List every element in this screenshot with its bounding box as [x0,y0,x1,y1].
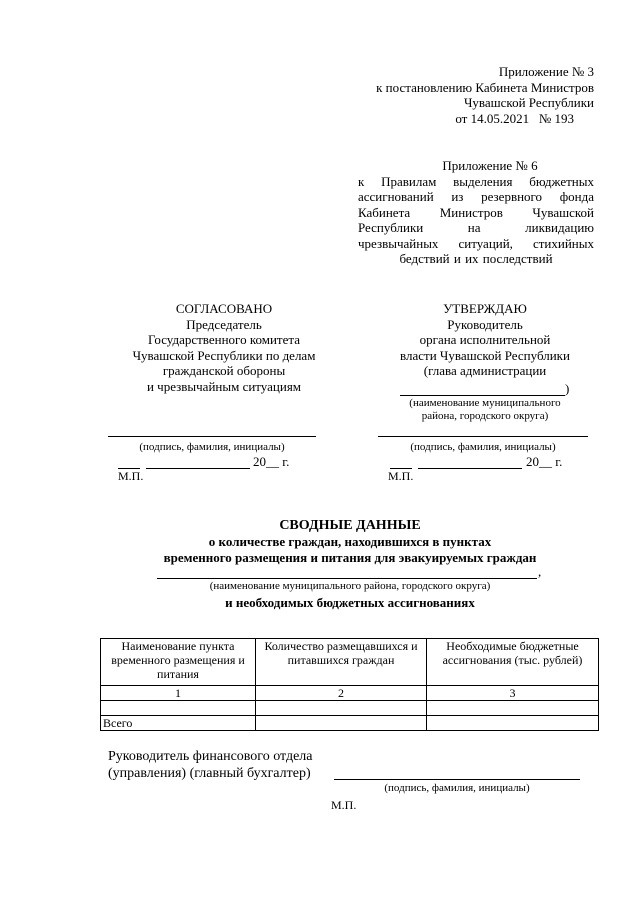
approved-signature-caption: (подпись, фамилия, инициалы) [410,441,556,453]
appendix-3-header [330,64,594,126]
appendix-6-title: Приложение № 6 [442,158,538,173]
approved-caption-line-1: (наименование муниципального [409,397,561,409]
approved-closing-paren: ) [565,381,570,396]
appendix-6-text: к Правилам выделения бюджетных ассигнований из резервного фонда Кабинета Министров Чувашской Республики на ликвидацию чрезвычайных ситуаций, стихийных бедствий и их последствий [358,173,594,266]
table-number-cell: 2 [256,686,427,701]
agreed-heading: СОГЛАСОВАНО [175,301,273,316]
approved-line-3: власти Чувашской Республики [400,347,570,363]
agreed-signature-caption: (подпись, фамилия, инициалы) [139,441,285,453]
approved-month-line [418,468,522,469]
table-number-row [101,686,599,701]
approved-year: 20__ г. [526,454,563,469]
footer-block [108,748,348,782]
footer-line-2: (управления) (главный бухгалтер) [108,766,311,781]
agreed-stamp: М.П. [118,469,144,483]
summary-line-2: временного размещения и питания для эвакуируемых граждан [163,549,537,565]
table-number-cell: 3 [427,686,599,701]
agreed-line-4: гражданской обороны [162,363,286,378]
summary-line-1: о количестве граждан, находившихся в пунктах [208,534,492,549]
table-cell [427,701,599,716]
agreed-line-3: Чувашской Республики по делам [132,347,316,363]
table-total-row [101,716,599,731]
approved-municipality-line [400,395,565,396]
appendix-3-title: Приложение № 3 [498,64,594,79]
approved-heading: УТВЕРЖДАЮ [443,301,527,316]
table-row [101,701,599,716]
summary-title: СВОДНЫЕ ДАННЫЕ [279,518,421,533]
footer-signature-line [334,779,580,780]
table-total-label: Всего [101,716,256,731]
table-number-cell: 1 [101,686,256,701]
table-cell [101,701,256,716]
footer-signature-caption: (подпись, фамилия, инициалы) [384,782,530,794]
approved-signature-line [378,436,588,437]
summary-line-3: и необходимых бюджетных ассигнованиях [225,595,475,610]
footer-stamp: М.П. [331,798,357,812]
approved-block [370,301,600,379]
appendix-6-header [358,158,594,267]
table-header-cell: Количество размещавшихся и питавшихся граждан [256,639,427,686]
summary-comma: , [538,564,542,579]
table-cell [256,701,427,716]
summary-heading [100,517,600,565]
approved-caption-line-2: района, городского округа) [421,410,549,422]
summary-table [100,638,599,731]
approved-line-1: Руководитель [447,316,523,332]
agreed-line-2: Государственного комитета [148,332,300,347]
appendix-3-date: от 14.05.2021 № 193 [455,110,574,126]
summary-municipality-line [157,578,537,579]
appendix-3-resolution: к постановлению Кабинета Министров [376,79,594,95]
agreed-year: 20__ г. [253,454,290,469]
agreed-block [104,301,344,394]
table-header-row [101,639,599,686]
agreed-signature-line [108,436,316,437]
agreed-line-5: и чрезвычайным ситуациям [146,378,302,394]
table-cell [427,716,599,731]
approved-line-4: (глава администрации [423,363,547,378]
approved-municipality-caption [380,397,590,423]
table-header-cell: Необходимые бюджетные ассигнования (тыс. рублей) [427,639,599,686]
approved-line-2: органа исполнительной [419,332,551,347]
table-header-cell: Наименование пункта временного размещения и питания [101,639,256,686]
summary-municipality-caption: (наименование муниципального района, городского округа) [209,580,491,592]
appendix-3-republic: Чувашской Республики [463,95,594,110]
agreed-line-1: Председатель [186,316,262,332]
footer-line-1: Руководитель финансового отдела [108,749,313,764]
agreed-month-line [146,468,250,469]
table-cell [256,716,427,731]
approved-stamp: М.П. [388,469,414,483]
